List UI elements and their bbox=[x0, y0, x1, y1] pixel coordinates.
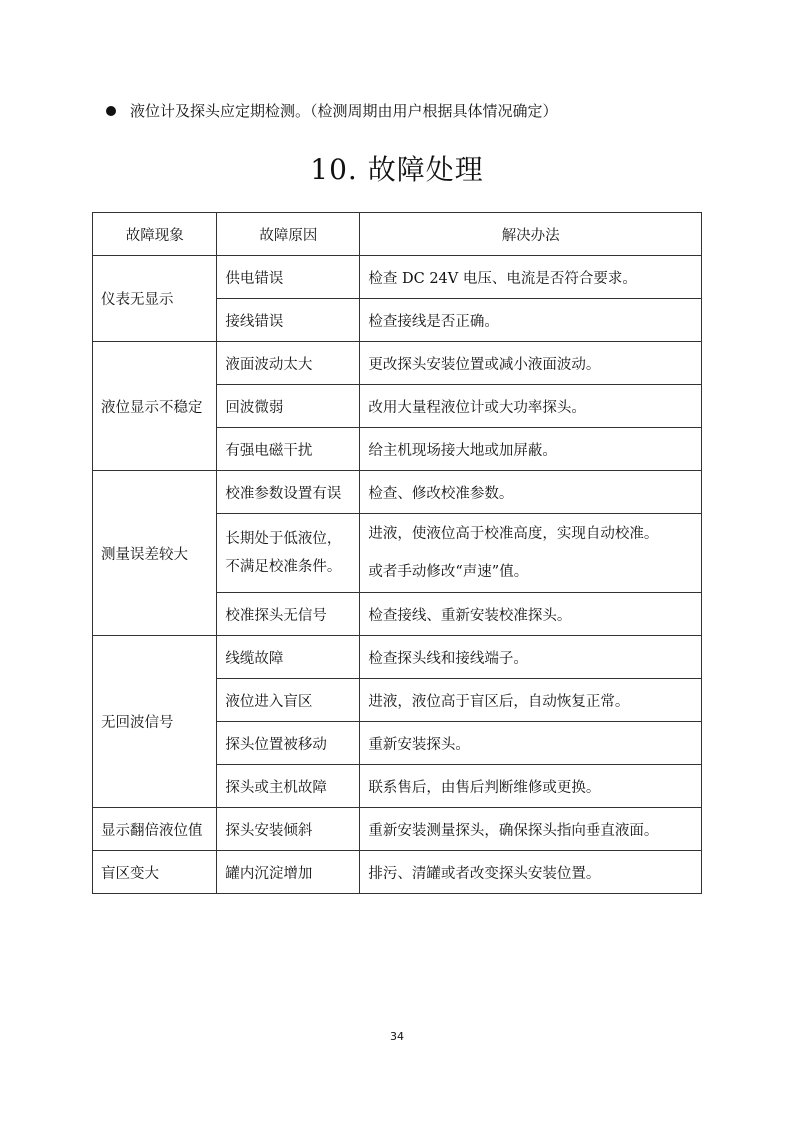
cause-cell: 有强电磁干扰 bbox=[217, 428, 360, 471]
cause-cell: 探头安装倾斜 bbox=[217, 808, 360, 851]
solution-cell: 改用大量程液位计或大功率探头。 bbox=[360, 385, 702, 428]
header-cause: 故障原因 bbox=[217, 213, 360, 256]
cause-line: 长期处于低液位， bbox=[225, 531, 342, 547]
section-title: 10. 故障处理 bbox=[310, 153, 484, 186]
phenomenon-cell: 液位显示不稳定 bbox=[93, 342, 217, 471]
solution-cell: 检查、修改校准参数。 bbox=[360, 471, 702, 514]
solution-cell: 检查接线是否正确。 bbox=[360, 299, 702, 342]
cause-line: 不满足校准条件。 bbox=[225, 559, 342, 575]
cause-cell: 供电错误 bbox=[217, 256, 360, 299]
solution-cell: 重新安装探头。 bbox=[360, 722, 702, 765]
table-row bbox=[93, 636, 702, 679]
cause-cell bbox=[217, 514, 360, 593]
solution-cell: 重新安装测量探头，确保探头指向垂直液面。 bbox=[360, 808, 702, 851]
table-row bbox=[93, 256, 702, 299]
phenomenon-cell: 仪表无显示 bbox=[93, 256, 217, 342]
solution-cell: 联系售后，由售后判断维修或更换。 bbox=[360, 765, 702, 808]
header-phenomenon: 故障现象 bbox=[93, 213, 217, 256]
solution-cell: 进液，液位高于盲区后，自动恢复正常。 bbox=[360, 679, 702, 722]
cause-cell: 探头或主机故障 bbox=[217, 765, 360, 808]
phenomenon-cell: 无回波信号 bbox=[93, 636, 217, 808]
cause-cell: 校准探头无信号 bbox=[217, 593, 360, 636]
cause-cell: 液面波动太大 bbox=[217, 342, 360, 385]
table-row bbox=[93, 342, 702, 385]
cause-cell: 接线错误 bbox=[217, 299, 360, 342]
cause-cell: 探头位置被移动 bbox=[217, 722, 360, 765]
cause-cell: 罐内沉淀增加 bbox=[217, 851, 360, 894]
bullet-item bbox=[106, 100, 558, 122]
table-header-row bbox=[93, 213, 702, 256]
bullet-dot-icon bbox=[106, 106, 116, 116]
solution-cell: 检查接线、重新安装校准探头。 bbox=[360, 593, 702, 636]
solution-cell: 检查探头线和接线端子。 bbox=[360, 636, 702, 679]
cause-cell: 液位进入盲区 bbox=[217, 679, 360, 722]
solution-cell: 更改探头安装位置或减小液面波动。 bbox=[360, 342, 702, 385]
table-row bbox=[93, 851, 702, 894]
cause-cell: 校准参数设置有误 bbox=[217, 471, 360, 514]
solution-line: 进液，使液位高于校准高度，实现自动校准。 bbox=[368, 526, 659, 542]
page-number: 34 bbox=[390, 1030, 404, 1043]
solution-cell bbox=[360, 514, 702, 593]
solution-cell: 给主机现场接大地或加屏蔽。 bbox=[360, 428, 702, 471]
cause-cell: 线缆故障 bbox=[217, 636, 360, 679]
phenomenon-cell: 显示翻倍液位值 bbox=[93, 808, 217, 851]
header-solution: 解决办法 bbox=[360, 213, 702, 256]
phenomenon-cell: 盲区变大 bbox=[93, 851, 217, 894]
bullet-text: 液位计及探头应定期检测。（检测周期由用户根据具体情况确定） bbox=[130, 102, 558, 120]
cause-cell: 回波微弱 bbox=[217, 385, 360, 428]
solution-line: 或者手动修改“声速”值。 bbox=[368, 564, 529, 580]
solution-cell: 检查 DC 24V 电压、电流是否符合要求。 bbox=[360, 256, 702, 299]
fault-table bbox=[92, 212, 702, 894]
table-row bbox=[93, 471, 702, 514]
solution-cell: 排污、清罐或者改变探头安装位置。 bbox=[360, 851, 702, 894]
table-row bbox=[93, 808, 702, 851]
phenomenon-cell: 测量误差较大 bbox=[93, 471, 217, 636]
